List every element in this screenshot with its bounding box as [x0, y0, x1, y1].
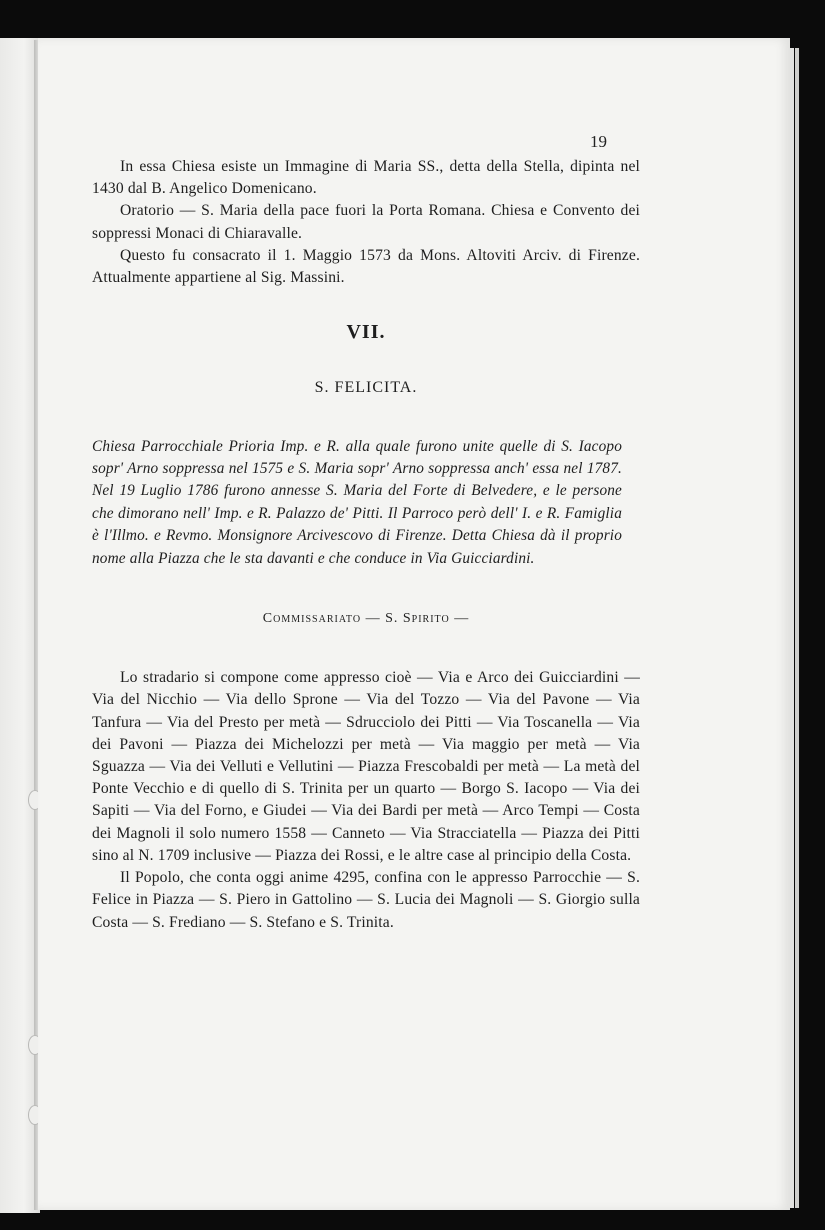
- paragraph: Oratorio — S. Maria della pace fuori la Porta Romana. Chiesa e Convento dei soppressi Monaci di Chiaravalle.: [92, 202, 640, 242]
- paragraph: Lo stradario si compone come appresso cioè — Via e Arco dei Guicciardini — Via del Nicchio — Via dello Sprone — Via del Tozzo — Via del Pavone — Via Tanfura — Via del Presto per metà — Sdrucciolo dei Pitti — Via Toscanella — Via dei Pavoni — Piazza dei Michelozzi per metà — Via maggio per metà — Via Sguazza — Via dei Velluti e Vellutini — Piazza Frescobaldi per metà — La metà del Ponte Vecchio e di quello di S. Trinita per un quarto — Borgo S. Iacopo — Via dei Sapiti — Via del Forno, e Giudei — Via dei Bardi per metà — Arco Tempi — Costa dei Magnoli il solo numero 1558 — Canneto — Via Stracciatella — Piazza dei Pitti sino al N. 1709 inclusive — Piazza dei Rossi, e le altre case al principio della Costa.: [92, 669, 640, 864]
- italic-paragraph: Chiesa Parrocchiale Prioria Imp. e R. alla quale furono unite quelle di S. Iacopo sopr' Arno soppressa nel 1575 e S. Maria sopr' Arno soppressa anch' essa nel 1787. Nel 19 Luglio 1786 furono annesse S. Maria del Forte di Belvedere, e le persone che dimorano nell' Imp. e R. Palazzo de' Pitti. Il Parroco però dell' I. e R. Famiglia è l'Illmo. e Revmo. Monsignore Arcivescovo di Firenze. Detta Chiesa dà il proprio nome alla Piazza che le sta davanti e che conduce in Via Guicciardini.: [92, 437, 622, 567]
- subheading: Commissariato — S. Spirito —: [262, 611, 470, 627]
- section-title: S. FELICITA.: [314, 379, 418, 397]
- chapter-number: VII.: [346, 321, 386, 344]
- italic-description: [92, 436, 622, 570]
- paragraph: Il Popolo, che conta oggi anime 4295, confina con le appresso Parrocchie — S. Felice in Piazza — S. Piero in Gattolino — S. Lucia dei Magnoli — S. Giorgio sulla Costa — S. Frediano — S. Stefano e S. Trinita.: [92, 869, 640, 931]
- page-number: 19: [590, 132, 607, 151]
- page-content: [92, 130, 640, 934]
- paragraph: In essa Chiesa esiste un Immagine di Maria SS., detta della Stella, dipinta nel 1430 dal B. Angelico Domenicano.: [92, 158, 640, 198]
- page-stack-edge: [790, 48, 794, 1208]
- page-stack-edge: [795, 48, 799, 1208]
- paragraph: Questo fu consacrato il 1. Maggio 1573 da Mons. Altoviti Arciv. di Firenze. Attualmente appartiene al Sig. Massini.: [92, 246, 640, 287]
- body-text: [92, 667, 640, 933]
